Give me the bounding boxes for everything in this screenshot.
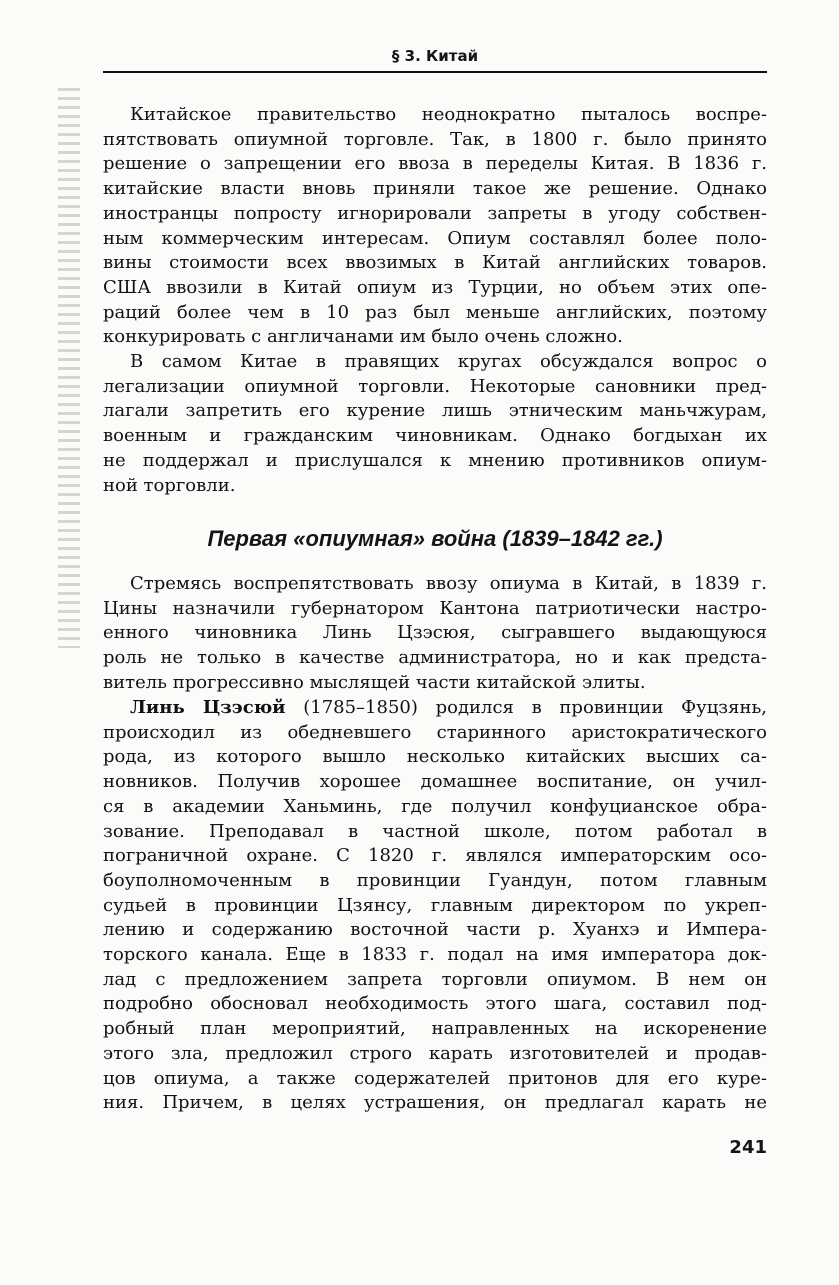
text-line: ния. Причем, в целях устрашения, он предлагал карать не: [103, 1092, 767, 1114]
text-line: США ввозили в Китай опиум из Турции, но объем этих опе-: [103, 276, 767, 298]
text-line: пятствовать опиумной торговле. Так, в 1800 г. было принято: [103, 128, 767, 150]
text-line: лад с предложением запрета торговли опиумом. В нем он: [103, 968, 767, 990]
text-line: Стремясь воспрепятствовать ввозу опиума в Китай, в 1839 г.: [130, 573, 767, 594]
text-line: Цины назначили губернатором Кантона патриотически настро-: [103, 597, 767, 619]
text-line: боуполномоченным в провинции Гуандун, потом главным: [103, 869, 767, 891]
section-heading: Первая «опиумная» война (1839–1842 гг.): [207, 526, 663, 551]
text-line: решение о запрещении его ввоза в переделы Китая. В 1836 г.: [103, 153, 767, 175]
text-line: военным и гражданским чиновникам. Однако богдыхан их: [103, 425, 767, 447]
person-name: Линь Цзэсюй: [130, 697, 286, 718]
paragraph-lin-zexu-appointment: [103, 572, 767, 696]
text-line: конкурировать с англичанами им было очень сложно.: [103, 326, 623, 348]
text-line: судьей в провинции Цзянсу, главным директором по укреп-: [103, 894, 767, 916]
text-line: ным коммерческим интересам. Опиум составлял более поло-: [103, 227, 767, 249]
text-fragment: (1785–1850) родился в провинции Фуцзянь,: [285, 697, 767, 718]
text-line-first: [103, 696, 767, 721]
text-line: торского канала. Еще в 1833 г. подал на имя императора док-: [103, 944, 767, 966]
paragraph-lin-zexu-biography: [103, 696, 767, 1116]
text-line: легализации опиумной торговли. Некоторые сановники пред-: [103, 375, 767, 397]
text-line: лагали запретить его курение лишь этническим маньчжурам,: [103, 400, 767, 422]
text-line: ной торговли.: [103, 474, 236, 496]
text-line: енного чиновника Линь Цзэсюя, сыгравшего выдающуюся: [103, 622, 767, 644]
text-line: подробно обосновал необходимость этого шага, составил под-: [103, 993, 767, 1015]
text-line: витель прогрессивно мыслящей части китайской элиты.: [103, 671, 646, 693]
text-line: зование. Преподавал в частной школе, потом работал в: [103, 820, 767, 842]
text-line: пограничной охране. С 1820 г. являлся императорским осо-: [103, 845, 767, 867]
text-line: лению и содержанию восточной части р. Хуанхэ и Импера-: [103, 919, 767, 941]
text-line: ся в академии Ханьминь, где получил конфуцианское обра-: [103, 795, 767, 817]
text-line: новников. Получив хорошее домашнее воспитание, он учил-: [103, 771, 767, 793]
text-line: Китайское правительство неоднократно пыталось воспре-: [130, 104, 767, 125]
text-line: цов опиума, а также содержателей притонов для его куре-: [103, 1067, 767, 1089]
text-line: рода, из которого вышло несколько китайских высших са-: [103, 746, 767, 768]
text-line: этого зла, предложил строго карать изготовителей и продав-: [103, 1042, 767, 1064]
text-line: происходил из обедневшего старинного аристократического: [103, 721, 767, 743]
text-line: иностранцы попросту игнорировали запреты в угоду собствен-: [103, 202, 767, 224]
text-line: роль не только в качестве администратора, но и как предста-: [103, 647, 767, 669]
paragraph-opium-trade-bans: [103, 103, 767, 350]
text-line: вины стоимости всех ввозимых в Китай английских товаров.: [103, 252, 767, 274]
text-line: раций более чем в 10 раз был меньше английских, поэтому: [103, 301, 767, 323]
page-number: 241: [729, 1137, 767, 1158]
paragraph-legalization-debate: [103, 350, 767, 498]
header-rule: [103, 71, 767, 73]
text-line: китайские власти вновь приняли такое же решение. Однако: [103, 178, 767, 200]
text-line: не поддержал и прислушался к мнению противников опиум-: [103, 449, 767, 471]
scan-edge-artifact: [58, 88, 80, 648]
running-header: § 3. Китай: [391, 47, 479, 65]
text-line: робный план мероприятий, направленных на искоренение: [103, 1018, 767, 1040]
text-line: В самом Китае в правящих кругах обсуждался вопрос о: [130, 351, 767, 372]
